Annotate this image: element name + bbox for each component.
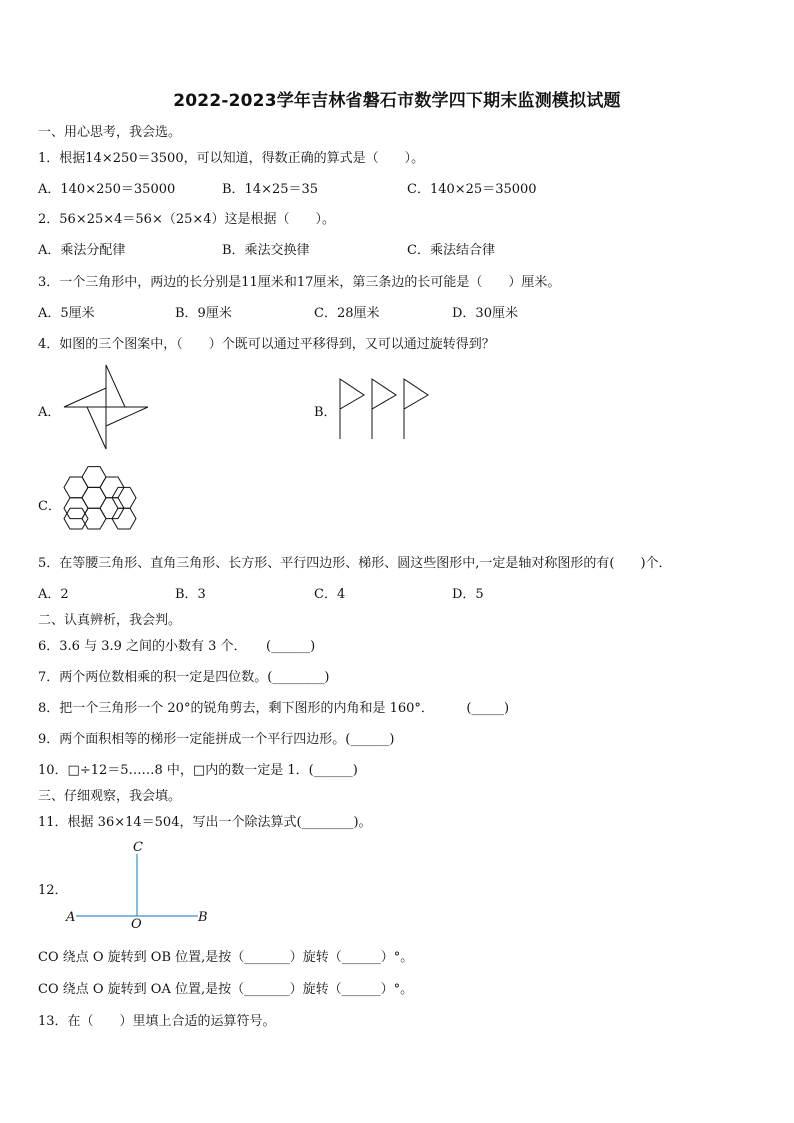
question-2-option-c: C．乘法结合律 bbox=[407, 243, 495, 258]
section-heading-3: 三、仔细观察，我会填。 bbox=[38, 789, 182, 804]
question-5-option-d: D．5 bbox=[452, 587, 484, 602]
question-11: 11．根据 36×14＝504，写出一个除法算式(________)。 bbox=[38, 815, 372, 830]
question-10: 10．□÷12＝5……8 中，□内的数一定是 1．(______) bbox=[38, 763, 358, 778]
question-4-option-c: C． bbox=[38, 499, 61, 514]
question-13: 13．在（ ）里填上合适的运算符号。 bbox=[38, 1014, 276, 1029]
question-7: 7．两个两位数相乘的积一定是四位数。(________) bbox=[38, 670, 330, 685]
question-2-option-b: B．乘法交换律 bbox=[222, 243, 310, 258]
question-2-stem: 2．56×25×4＝56×（25×4）这是根据（ ）。 bbox=[38, 212, 336, 227]
question-5-stem: 5．在等腰三角形、直角三角形、长方形、平行四边形、梯形、圆这些图形中,一定是轴对称图形的有( )个． bbox=[38, 556, 672, 571]
question-5-option-c: C．4 bbox=[314, 587, 346, 602]
question-1-stem: 1．根据14×250＝3500，可以知道，得数正确的算式是（ ）。 bbox=[38, 151, 425, 166]
question-1-option-c: C．140×25＝35000 bbox=[407, 182, 537, 197]
section-heading-2: 二、认真辨析，我会判。 bbox=[38, 613, 182, 628]
question-12-line-2: CO 绕点 O 旋转到 OA 位置,是按（_______）旋转（______）°。 bbox=[38, 982, 414, 997]
question-12-number: 12． bbox=[38, 883, 68, 898]
question-9: 9．两个面积相等的梯形一定能拼成一个平行四边形。(______) bbox=[38, 732, 395, 747]
section-heading-1: 一、用心思考，我会选。 bbox=[38, 125, 182, 140]
point-c-label: C bbox=[133, 840, 143, 855]
pinwheel-figure bbox=[60, 362, 152, 452]
point-b-label: B bbox=[198, 910, 208, 925]
question-3-option-b: B．9厘米 bbox=[175, 306, 232, 321]
question-5-option-b: B．3 bbox=[175, 587, 206, 602]
hexagon-tiling-figure bbox=[60, 465, 140, 541]
question-3-option-a: A．5厘米 bbox=[38, 306, 95, 321]
question-5-option-a: A．2 bbox=[38, 587, 69, 602]
question-6: 6．3.6 与 3.9 之间的小数有 3 个． (______) bbox=[38, 639, 316, 654]
question-4-option-a: A． bbox=[38, 405, 61, 420]
question-1-option-a: A．140×250＝35000 bbox=[38, 182, 176, 197]
question-2-option-a: A．乘法分配律 bbox=[38, 243, 126, 258]
question-3-option-c: C．28厘米 bbox=[314, 306, 380, 321]
point-a-label: A bbox=[66, 910, 76, 925]
point-o-label: O bbox=[131, 917, 142, 932]
question-4-stem: 4．如图的三个图案中，（ ）个既可以通过平移得到，又可以通过旋转得到？ bbox=[38, 337, 495, 352]
question-3-option-d: D．30厘米 bbox=[452, 306, 518, 321]
page-title: 2022-2023学年吉林省磐石市数学四下期末监测模拟试题 bbox=[173, 91, 621, 111]
flags-figure bbox=[334, 375, 434, 441]
question-12-line-1: CO 绕点 O 旋转到 OB 位置,是按（_______）旋转（______）°。 bbox=[38, 950, 414, 965]
question-4-option-b: B． bbox=[314, 405, 337, 420]
angle-figure bbox=[74, 852, 200, 922]
question-1-option-b: B．14×25＝35 bbox=[222, 182, 319, 197]
question-3-stem: 3．一个三角形中，两边的长分别是11厘米和17厘米，第三条边的长可能是（ ）厘米。 bbox=[38, 275, 561, 290]
question-8: 8．把一个三角形一个 20°的锐角剪去，剩下图形的内角和是 160°． (_____) bbox=[38, 701, 510, 716]
